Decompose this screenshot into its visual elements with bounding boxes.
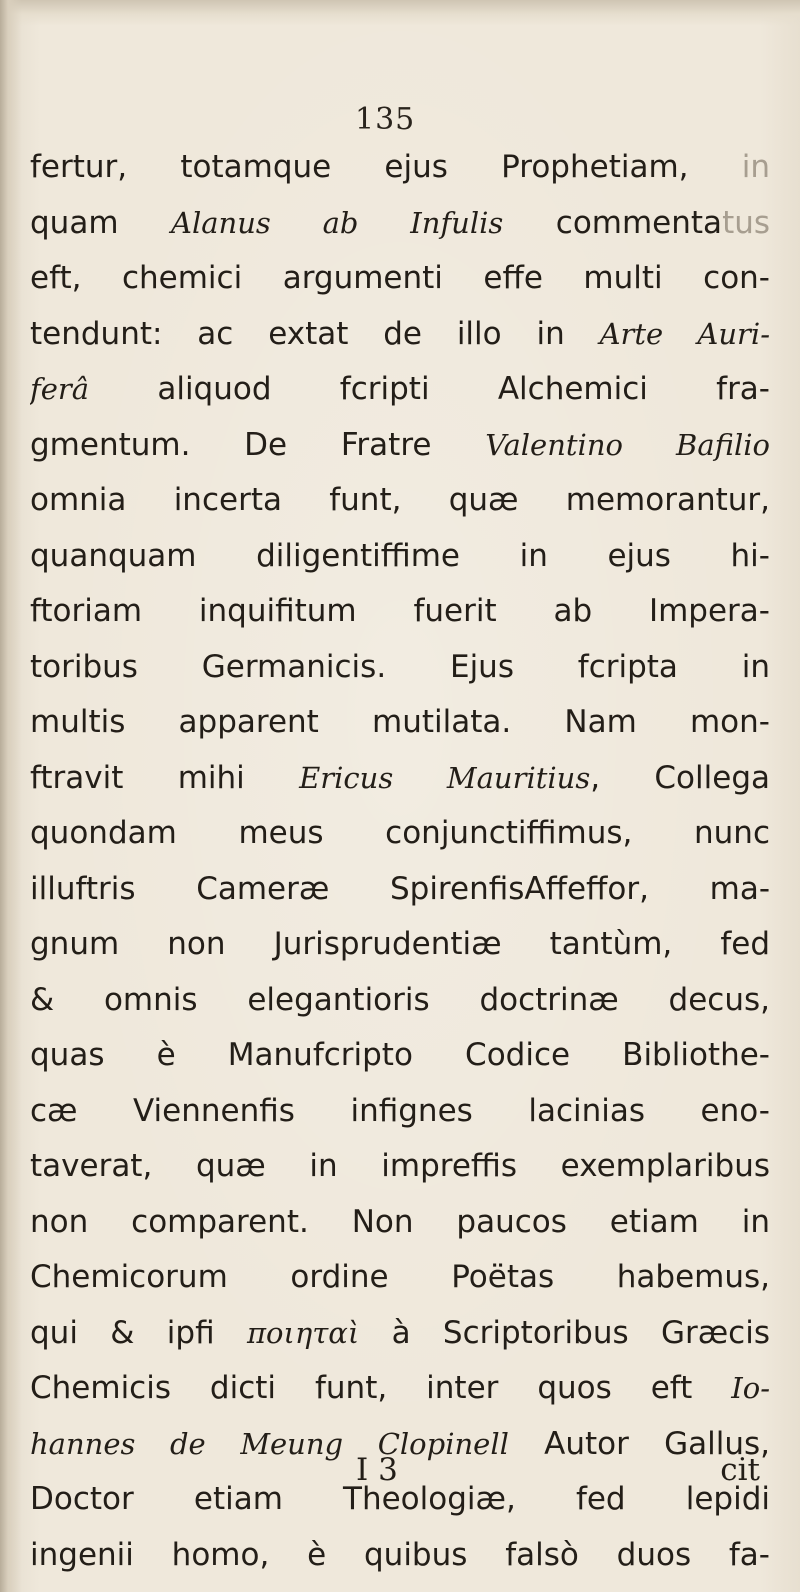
italic-text-segment: ferâ bbox=[30, 372, 90, 406]
page-footer bbox=[30, 1452, 770, 1492]
text-segment: toribus Germanicis. Ejus fcripta in bbox=[30, 648, 770, 685]
text-segment: non comparent. Non paucos etiam in bbox=[30, 1203, 770, 1240]
text-line bbox=[30, 584, 770, 640]
text-segment: Doctor etiam Theologiæ, fed lepidi bbox=[30, 1481, 770, 1517]
italic-text-segment: Valentino Bafilio bbox=[485, 427, 770, 462]
text-segment: gmentum. De Fratre bbox=[30, 426, 486, 463]
binding-gutter-shadow bbox=[0, 0, 22, 1592]
text-segment: quas è Manufcripto Codice Bibliothe- bbox=[30, 1037, 770, 1073]
text-segment: quanquam diligentiffime in ejus hi- bbox=[30, 537, 770, 574]
text-line bbox=[30, 806, 770, 862]
catchword: cit bbox=[720, 1452, 760, 1488]
italic-text-segment: Arte Auri- bbox=[599, 316, 770, 351]
text-segment: omnia incerta funt, quæ memorantur, bbox=[30, 482, 770, 518]
text-segment: fertur, totamque ejus Prophetiam, bbox=[30, 149, 742, 185]
text-segment: tendunt: ac extat de illo in bbox=[30, 315, 600, 352]
text-line bbox=[30, 695, 770, 751]
text-segment: ingenii homo, è quibus falsò duos fa- bbox=[30, 1536, 770, 1573]
text-segment: illuftris Cameræ SpirenfisAffeffor, ma- bbox=[30, 870, 770, 907]
text-segment: commenta bbox=[503, 204, 723, 241]
text-line bbox=[30, 196, 770, 252]
italic-text-segment: ποιηταὶ bbox=[246, 1315, 360, 1350]
text-line bbox=[30, 1250, 770, 1306]
text-line bbox=[30, 862, 770, 918]
text-segment: quam bbox=[30, 204, 172, 241]
page-number: 135 bbox=[355, 102, 416, 137]
text-segment: ftoriam inquifitum fuerit ab Impera- bbox=[30, 593, 770, 629]
text-segment: quondam meus conjunctiffimus, nunc bbox=[30, 815, 770, 851]
text-segment: à Scriptoribus Græcis bbox=[359, 1314, 770, 1351]
text-segment: cæ Viennenfis infignes lacinias eno- bbox=[30, 1092, 770, 1129]
text-segment: tus bbox=[722, 204, 770, 241]
text-line bbox=[30, 973, 770, 1029]
text-segment: , Collega bbox=[590, 759, 770, 796]
text-line bbox=[30, 1084, 770, 1140]
text-segment: aliquod fcripti Alchemici fra- bbox=[89, 371, 770, 407]
text-line bbox=[30, 1361, 770, 1417]
text-line bbox=[30, 307, 770, 363]
italic-text-segment: Alanus ab Infulis bbox=[171, 205, 504, 240]
text-segment: & omnis elegantioris doctrinæ decus, bbox=[30, 981, 770, 1018]
text-line bbox=[30, 473, 770, 529]
text-segment: Chemicis dicti funt, inter quos eft bbox=[30, 1370, 732, 1406]
italic-text-segment: hannes de Meung Clopinell bbox=[30, 1426, 509, 1461]
text-segment: ftravit mihi bbox=[30, 759, 300, 796]
text-line bbox=[30, 917, 770, 973]
text-line bbox=[30, 640, 770, 696]
text-segment: multis apparent mutilata. Nam mon- bbox=[30, 704, 770, 740]
text-line bbox=[30, 251, 770, 307]
text-line bbox=[30, 418, 770, 474]
text-segment: qui & ipfi bbox=[30, 1314, 247, 1351]
text-segment: in bbox=[741, 149, 770, 185]
signature-mark: I 3 bbox=[356, 1452, 398, 1488]
text-line bbox=[30, 751, 770, 807]
text-segment: Chemicorum ordine Poëtas habemus, bbox=[30, 1259, 770, 1295]
italic-text-segment: Ericus Mauritius bbox=[299, 760, 591, 795]
text-segment: taverat, quæ in impreffis exemplaribus bbox=[30, 1148, 770, 1184]
text-segment: eft, chemici argumenti effe multi con- bbox=[30, 260, 770, 296]
text-line bbox=[30, 1195, 770, 1251]
text-segment: Autor Gallus, bbox=[508, 1425, 770, 1462]
italic-text-segment: Io- bbox=[731, 1371, 770, 1405]
text-line bbox=[30, 1528, 770, 1584]
text-line bbox=[30, 140, 770, 196]
text-segment: gnum non Jurisprudentiæ tantùm, fed bbox=[30, 926, 770, 962]
text-line bbox=[30, 1028, 770, 1084]
text-line bbox=[30, 1139, 770, 1195]
body-text bbox=[30, 140, 770, 1583]
text-line bbox=[30, 1306, 770, 1362]
page-top-edge bbox=[0, 0, 800, 26]
text-line bbox=[30, 362, 770, 418]
text-line bbox=[30, 529, 770, 585]
